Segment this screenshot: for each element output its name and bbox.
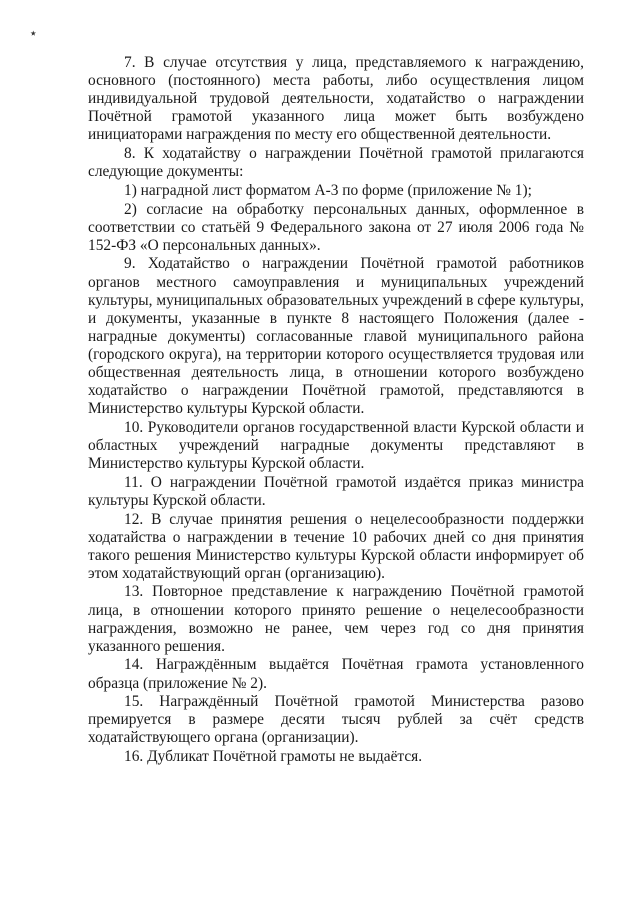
paragraph-7: 7. В случае отсутствия у лица, представляемого к награждению, основного (постоянного) места работы, либо осуществления лицом индивидуальной трудовой деятельности, ходатайство о награждении Почётной грамотой указанного лица может быть возбуждено инициаторами награждения по месту его общественной деятельности. — [88, 54, 584, 144]
paragraph-15: 15. Награждённый Почётной грамотой Министерства разово премируется в размере десяти тысяч рублей за счёт средств ходатайствующего органа (организации). — [88, 693, 584, 747]
paragraph-11: 11. О награждении Почётной грамотой издаётся приказ министра культуры Курской области. — [88, 473, 584, 509]
paragraph-8: 8. К ходатайству о награждении Почётной грамотой прилагаются следующие документы: — [88, 145, 584, 181]
paragraph-14: 14. Награждённым выдаётся Почётная грамота установленного образца (приложение № 2). — [88, 656, 584, 692]
paragraph-10: 10. Руководители органов государственной власти Курской области и областных учреждений наградные документы представляют в Министерство культуры Курской области. — [88, 418, 584, 473]
corner-mark: ٭ — [30, 26, 37, 40]
document-page — [88, 54, 584, 767]
paragraph-12: 12. В случае принятия решения о нецелесообразности поддержки ходатайства о награждении в течение 10 рабочих дней со дня принятия такого решения Министерство культуры Курской области информирует об этом ходатайствующий орган (организацию). — [88, 510, 584, 582]
paragraph-9: 9. Ходатайство о награждении Почётной грамотой работников органов местного самоуправления и муниципальных учреждений культуры, муниципальных образовательных учреждений в сфере культуры, и документы, указанные в пункте 8 настоящего Положения (далее - наградные документы) согласованные главой муниципального района (городского округа), на территории которого осуществляется трудовая или общественная деятельность лица, в отношении которого возбуждено ходатайство о награждении Почётной грамотой, представляются в Министерство культуры Курской области. — [88, 255, 584, 418]
paragraph-8-item-2: 2) согласие на обработку персональных данных, оформленное в соответствии со статьёй 9 Федерального закона от 27 июля 2006 года № 152-ФЗ «О персональных данных». — [88, 200, 584, 254]
paragraph-13: 13. Повторное представление к награждению Почётной грамотой лица, в отношении которого принято решение о нецелесообразности награждения, возможно не ранее, чем через год со дня принятия указанного решения. — [88, 583, 584, 655]
paragraph-8-item-1: 1) наградной лист форматом А-3 по форме (приложение № 1); — [124, 181, 532, 199]
paragraph-16: 16. Дубликат Почётной грамоты не выдаётся. — [124, 748, 423, 766]
